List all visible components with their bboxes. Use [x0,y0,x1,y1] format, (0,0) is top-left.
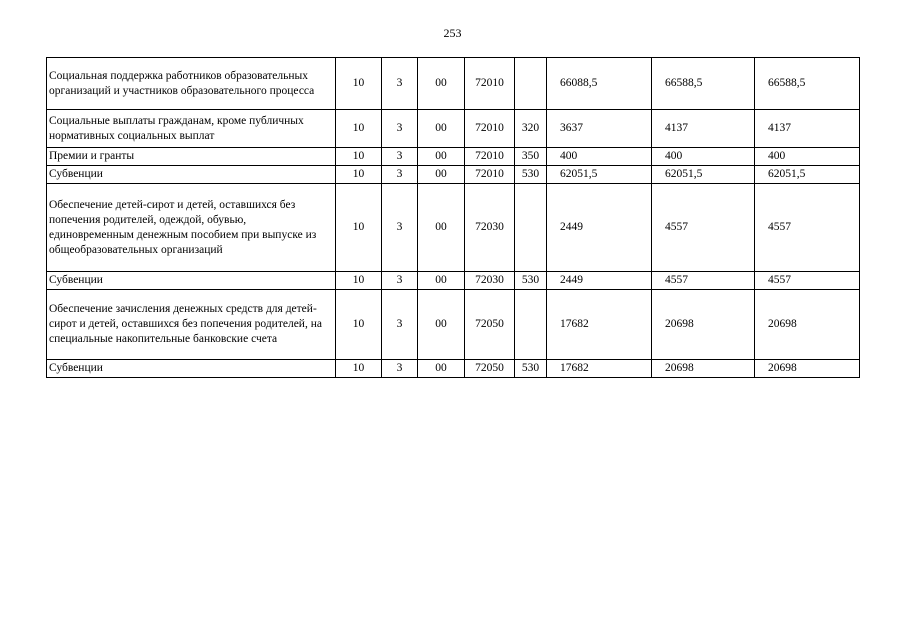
cell-amount-year-2: 62051,5 [652,166,755,184]
cell-expense-type: 320 [515,110,547,148]
cell-target-program: 00 [418,166,465,184]
cell-name: Обеспечение зачисления денежных средств для детей-сирот и детей, оставшихся без попечения родителей, на специальные накопительные банковские счета [47,290,336,360]
cell-section: 10 [336,58,382,110]
cell-subsection: 3 [382,110,418,148]
cell-amount-year-1: 66088,5 [547,58,652,110]
table-row [47,166,860,184]
cell-amount-year-2: 4557 [652,272,755,290]
cell-section: 10 [336,360,382,378]
cell-amount-year-3: 62051,5 [755,166,860,184]
cell-amount-year-3: 20698 [755,360,860,378]
cell-target-item: 72030 [465,272,515,290]
cell-amount-year-2: 4557 [652,184,755,272]
cell-section: 10 [336,166,382,184]
table-row [47,110,860,148]
cell-subsection: 3 [382,166,418,184]
cell-subsection: 3 [382,148,418,166]
cell-expense-type [515,58,547,110]
cell-name: Субвенции [47,360,336,378]
cell-amount-year-3: 4137 [755,110,860,148]
cell-subsection: 3 [382,58,418,110]
cell-section: 10 [336,110,382,148]
cell-target-item: 72050 [465,290,515,360]
budget-table [46,57,860,378]
cell-amount-year-3: 66588,5 [755,58,860,110]
cell-amount-year-3: 4557 [755,184,860,272]
cell-amount-year-3: 400 [755,148,860,166]
page-number: 253 [443,26,462,40]
cell-amount-year-1: 400 [547,148,652,166]
cell-target-program: 00 [418,148,465,166]
cell-subsection: 3 [382,360,418,378]
cell-section: 10 [336,184,382,272]
table-row [47,290,860,360]
cell-target-item: 72010 [465,166,515,184]
cell-amount-year-1: 2449 [547,184,652,272]
cell-amount-year-2: 66588,5 [652,58,755,110]
cell-amount-year-2: 20698 [652,290,755,360]
cell-target-item: 72010 [465,110,515,148]
table-row [47,360,860,378]
cell-section: 10 [336,272,382,290]
cell-subsection: 3 [382,290,418,360]
cell-name: Социальные выплаты гражданам, кроме публичных нормативных социальных выплат [47,110,336,148]
budget-table-body [47,58,860,378]
cell-target-item: 72030 [465,184,515,272]
cell-name: Субвенции [47,166,336,184]
cell-amount-year-2: 4137 [652,110,755,148]
cell-expense-type: 350 [515,148,547,166]
cell-section: 10 [336,290,382,360]
table-row [47,148,860,166]
cell-expense-type: 530 [515,360,547,378]
cell-name: Премии и гранты [47,148,336,166]
cell-expense-type [515,184,547,272]
table-row [47,184,860,272]
cell-expense-type: 530 [515,272,547,290]
cell-amount-year-3: 4557 [755,272,860,290]
table-row [47,272,860,290]
cell-target-program: 00 [418,110,465,148]
cell-target-program: 00 [418,58,465,110]
cell-amount-year-1: 17682 [547,290,652,360]
cell-name: Социальная поддержка работников образовательных организаций и участников образовательного процесса [47,58,336,110]
cell-subsection: 3 [382,272,418,290]
cell-target-item: 72050 [465,360,515,378]
cell-name: Обеспечение детей-сирот и детей, оставшихся без попечения родителей, одеждой, обувью, единовременным денежным пособием при выпуске из общеобразовательных организаций [47,184,336,272]
cell-name: Субвенции [47,272,336,290]
cell-target-program: 00 [418,184,465,272]
cell-target-program: 00 [418,290,465,360]
cell-amount-year-1: 62051,5 [547,166,652,184]
cell-amount-year-2: 400 [652,148,755,166]
cell-section: 10 [336,148,382,166]
cell-amount-year-2: 20698 [652,360,755,378]
cell-target-item: 72010 [465,58,515,110]
cell-target-program: 00 [418,360,465,378]
cell-subsection: 3 [382,184,418,272]
cell-amount-year-1: 3637 [547,110,652,148]
cell-target-item: 72010 [465,148,515,166]
cell-expense-type [515,290,547,360]
table-row [47,58,860,110]
cell-amount-year-1: 2449 [547,272,652,290]
cell-target-program: 00 [418,272,465,290]
cell-amount-year-1: 17682 [547,360,652,378]
cell-amount-year-3: 20698 [755,290,860,360]
cell-expense-type: 530 [515,166,547,184]
